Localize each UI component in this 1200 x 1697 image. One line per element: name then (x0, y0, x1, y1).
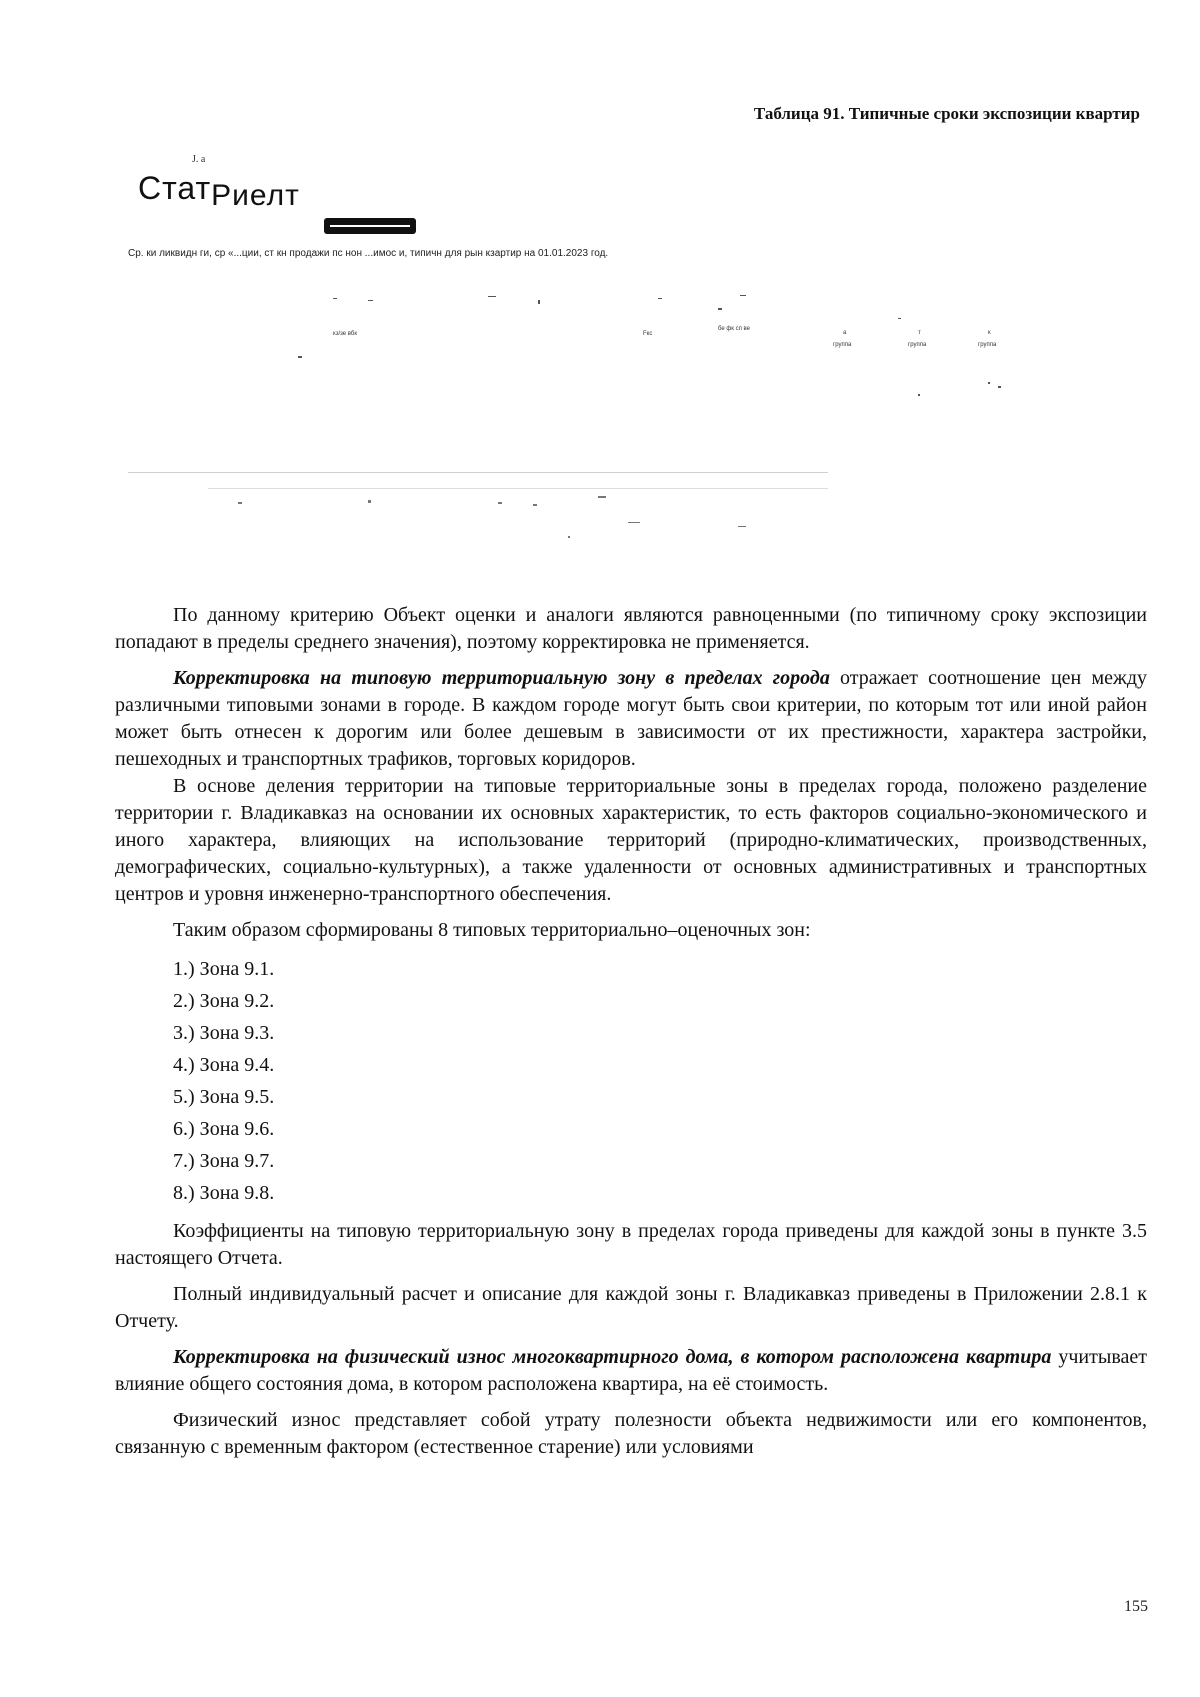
paragraph-coefficients: Коэффициенты на типовую территориальную зону в пределах города приведены для каждой зоны в пункте 3.5 настоящего Отчета. (115, 1220, 1147, 1269)
figure-label-6: к (988, 330, 991, 336)
scanned-table-figure (128, 140, 1128, 580)
faded-table-residue (128, 290, 1128, 570)
list-item: 2.) Зона 9.2. (173, 990, 275, 1012)
logo-text-sub: Риелт (211, 179, 300, 212)
wear-adjustment-text: учитывает влияние общего состояния дома, в котором расположена квартира, на её стоимость. (115, 1346, 1147, 1395)
list-item: 7.) Зона 9.7. (173, 1150, 275, 1172)
figure-label-3: бе фк сп ве (718, 326, 750, 332)
statrielt-logo (138, 170, 300, 212)
figure-label-4: а (843, 330, 847, 336)
figure-label-9: группа (978, 342, 997, 348)
figure-label-2: Fкс (643, 331, 653, 337)
table-caption: Таблица 91. Типичные сроки экспозиции квартир (753, 104, 1140, 123)
figure-label-5: т (918, 330, 921, 336)
list-item: 1.) Зона 9.1. (173, 958, 275, 980)
list-item: 3.) Зона 9.3. (173, 1022, 275, 1044)
figure-label-7: группа (833, 342, 852, 348)
figure-header-fragment: Ј. а (192, 154, 206, 165)
body-text (115, 602, 1147, 1461)
wear-adjustment-term: Корректировка на физический износ многоквартирного дома, в котором расположена квартира (173, 1346, 1052, 1368)
paragraph-zone-basis: В основе деления территории на типовые территориальные зоны в пределах города, положено разделение территории г. Владикавказ на основании их основных характеристик, то есть факторов социально-экономического и иного характера, влияющих на использование территорий (природно-климатических, производственных, демографических, социально-культурных), а также удаленности от основных административных и транспортных центров и уровня инженерно-транспортного обеспечения. (115, 775, 1147, 905)
logo-text-main: Стат (138, 170, 212, 206)
paragraph-physical-wear: Физический износ представляет собой утрату полезности объекта недвижимости или его компонентов, связанную с временным фактором (естественное старение) или условиями (115, 1409, 1147, 1458)
figure-title: Ср. ки ликвидн ги, ср «...ции, ст кн продажи пс нон ...имос и, типичн для рын кзартир на 01.01.2023 год. (128, 248, 609, 259)
zone-list (115, 953, 1147, 1209)
figure-label-1: кз/зе вбк (333, 331, 357, 337)
paragraph-wear-adjustment (115, 1344, 1147, 1398)
paragraph-equivalence: По данному критерию Объект оценки и аналоги являются равноценными (по типичному сроку экспозиции попадают в пределы среднего значения), поэтому корректировка не применяется. (115, 604, 1147, 653)
list-item: 6.) Зона 9.6. (173, 1118, 275, 1140)
list-item: 5.) Зона 9.5. (173, 1086, 275, 1108)
list-item: 4.) Зона 9.4. (173, 1054, 275, 1076)
page-number: 155 (1124, 1598, 1148, 1615)
zone-adjustment-text: отражает соотношение цен между различными типовыми зонами в городе. В каждом городе могут быть свои критерии, по которым тот или иной район может быть отнесен к дорогим или более дешевым в зависимости от их престижности, характера застройки, пешеходных и транспортных трафиков, торговых коридоров. (115, 667, 1147, 770)
paragraph-zones-intro: Таким образом сформированы 8 типовых территориально–оценочных зон: (173, 919, 811, 941)
figure-label-8: группа (908, 342, 927, 348)
zone-adjustment-term: Корректировка на типовую территориальную зону в пределах города (173, 667, 830, 689)
paragraph-appendix: Полный индивидуальный расчет и описание для каждой зоны г. Владикавказ приведены в Приложении 2.8.1 к Отчету. (115, 1283, 1147, 1332)
list-item: 8.) Зона 9.8. (173, 1182, 275, 1204)
logo-bar-graphic (324, 218, 416, 234)
paragraph-zone-adjustment (115, 665, 1147, 773)
